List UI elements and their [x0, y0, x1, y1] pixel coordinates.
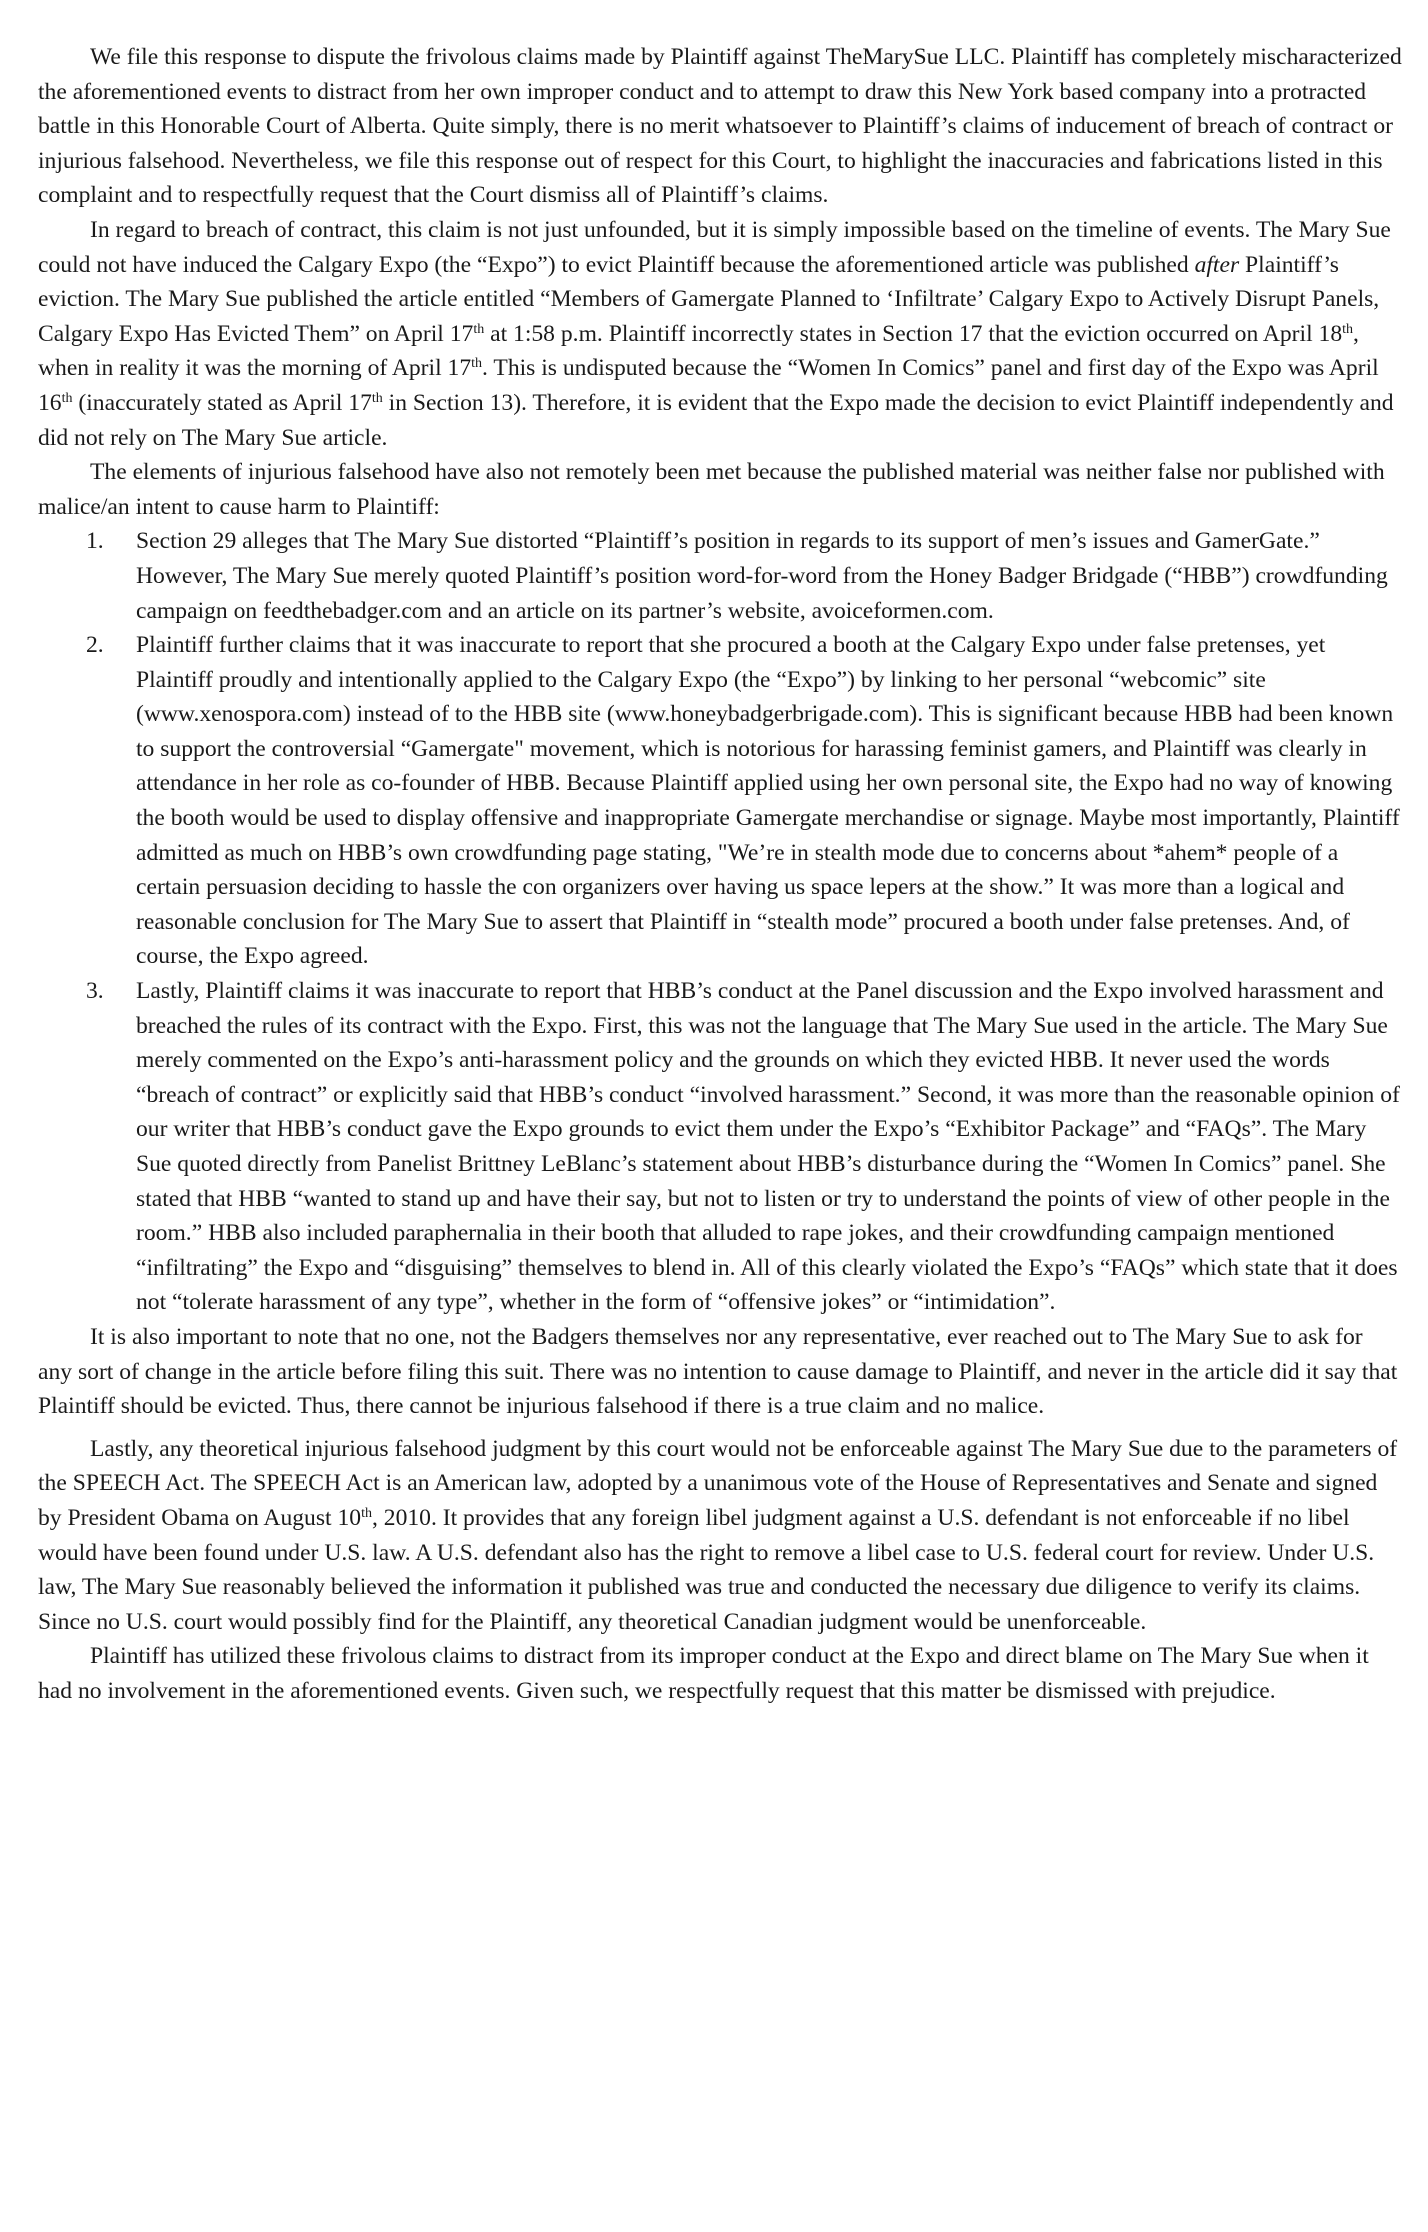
ordinal-suffix: th [471, 356, 483, 372]
breach-text-1: In regard to breach of contract, this claim is not just unfounded, but it is simply impossible based on the timeline of events. The Mary Sue could not have induced the Calgary Expo (the “Expo”) to evict Plaintiff because the aforementioned article was published [38, 216, 1391, 278]
breach-text-2: Plaintiff’s eviction. The Mary Sue published the article entitled “Members of Gamergate Planned to ‘Infiltrate’ Calgary Expo to Actively Disrupt Panels, Calgary Expo Has Evicted Them” on April 17 [38, 251, 1380, 347]
breach-text-7: in Section 13). Therefore, it is evident that the Expo made the decision to evict Plaintiff independently and did not rely on The Mary Sue article. [38, 389, 1394, 451]
claim-item [86, 628, 1402, 974]
breach-emphasis: after [1194, 251, 1240, 278]
breach-text-3: at 1:58 p.m. Plaintiff incorrectly states in Section 17 that the eviction occurred on April 18 [484, 320, 1343, 347]
ordinal-suffix: th [473, 321, 485, 337]
ordinal-suffix: th [61, 390, 73, 406]
breach-text-4: , when in reality it was the morning of April 17 [38, 320, 1359, 382]
claim-text: Section 29 alleges that The Mary Sue distorted “Plaintiff’s position in regards to its support of men’s issues and GamerGate.” However, The Mary Sue merely quoted Plaintiff’s position word-for-word from the Honey Badger Bridgade (“HBB”) crowdfunding campaign on feedthebadger.com and an article on its partner’s website, avoiceformen.com. [136, 528, 1388, 624]
intro-paragraph: We file this response to dispute the frivolous claims made by Plaintiff against TheMarySue LLC. Plaintiff has completely mischaracterized the aforementioned events to distract from her own improper conduct and to attempt to draw this New York based company into a protracted battle in this Honorable Court of Alberta. Quite simply, there is no merit whatsoever to Plaintiff’s claims of inducement of breach of contract or injurious falsehood. Nevertheless, we file this response out of respect for this Court, to highlight the inaccuracies and fabrications listed in this complaint and to respectfully request that the Court dismiss all of Plaintiff’s claims. [38, 44, 1402, 209]
no-contact-paragraph: It is also important to note that no one, not the Badgers themselves nor any representative, ever reached out to The Mary Sue to ask for any sort of change in the article before filing this suit. There was no intention to cause damage to Plaintiff, and never in the article did it say that Plaintiff should be evicted. Thus, there cannot be injurious falsehood if there is a true claim and no malice. [38, 1323, 1398, 1420]
speech-act-paragraph [38, 1432, 1402, 1640]
ordinal-suffix: th [1342, 321, 1354, 337]
claim-item [86, 524, 1402, 628]
conclusion-paragraph: Plaintiff has utilized these frivolous claims to distract from its improper conduct at the Expo and direct blame on The Mary Sue when it had no involvement in the aforementioned events. Given such, we respectfully request that this matter be dismissed with prejudice. [38, 1643, 1369, 1704]
speech-text-1: Lastly, any theoretical injurious falsehood judgment by this court would not be enforceable against The Mary Sue due to the parameters of the SPEECH Act. The SPEECH Act is an American law, adopted by a unanimous vote of the House of Representatives and Senate and signed by President Obama on August 10 [38, 1435, 1398, 1531]
claim-text: Plaintiff further claims that it was inaccurate to report that she procured a booth at the Calgary Expo under false pretenses, yet Plaintiff proudly and intentionally applied to the Calgary Expo (the “Expo”) by linking to her personal “webcomic” site (www.xenospora.com) instead of to the HBB site (www.honeybadgerbrigade.com). This is significant because HBB had been known to support the controversial “Gamergate" movement, which is notorious for harassing feminist gamers, and Plaintiff was clearly in attendance in her role as co-founder of HBB. Because Plaintiff applied using her own personal site, the Expo had no way of knowing the booth would be used to display offensive and inappropriate Gamergate merchandise or signage. Maybe most importantly, Plaintiff admitted as much on HBB’s own crowdfunding page stating, "We’re in stealth mode due to concerns about *ahem* people of a certain persuasion deciding to hassle the con organizers over having us space lepers at the show.” It was more than a logical and reasonable conclusion for The Mary Sue to assert that Plaintiff in “stealth mode” procured a booth under false pretenses. And, of course, the Expo agreed. [136, 632, 1400, 970]
breach-text-6: (inaccurately stated as April 17 [72, 389, 372, 416]
claim-number: 1. [86, 528, 104, 555]
ordinal-suffix: th [361, 1505, 372, 1521]
speech-text-2: , 2010. It provides that any foreign libel judgment against a U.S. defendant is not enforceable if no libel would have been found under U.S. law. A U.S. defendant also has the right to remove a libel case to U.S. federal court for review. Under U.S. law, The Mary Sue reasonably believed the information it published was true and conducted the necessary due diligence to verify its claims. Since no U.S. court would possibly find for the Plaintiff, any theoretical Canadian judgment would be unenforceable. [38, 1504, 1375, 1635]
breach-text-5: . This is undisputed because the “Women In Comics” panel and first day of the Expo was April 16 [38, 355, 1379, 416]
claim-number: 2. [86, 632, 104, 659]
ordinal-suffix: th [371, 390, 383, 406]
claims-list [38, 524, 1402, 1320]
claim-text: Lastly, Plaintiff claims it was inaccurate to report that HBB’s conduct at the Panel discussion and the Expo involved harassment and breached the rules of its contract with the Expo. First, this was not the language that The Mary Sue used in the article. The Mary Sue merely commented on the Expo’s anti-harassment policy and the grounds on which they evicted HBB. It never used the words “breach of contract” or explicitly said that HBB’s conduct “involved harassment.” Second, it was more than the reasonable opinion of our writer that HBB’s conduct gave the Expo grounds to evict them under the Expo’s “Exhibitor Package” and “FAQs”. The Mary Sue quoted directly from Panelist Brittney LeBlanc’s statement about HBB’s disturbance during the “Women In Comics” panel. She stated that HBB “wanted to stand up and have their say, but not to listen or try to understand the points of view of other people in the room.” HBB also included paraphernalia in their booth that alluded to rape jokes, and their crowdfunding campaign mentioned “infiltrating” the Expo and “disguising” themselves to blend in. All of this clearly violated the Expo’s “FAQs” which state that it does not “tolerate harassment of any type”, whether in the form of “offensive jokes” or “intimidation”. [136, 978, 1400, 1316]
injurious-falsehood-paragraph: The elements of injurious falsehood have also not remotely been met because the published material was neither false nor published with malice/an intent to cause harm to Plaintiff: [38, 459, 1385, 520]
breach-of-contract-paragraph [38, 213, 1402, 455]
claim-item [86, 974, 1402, 1320]
claim-number: 3. [86, 978, 104, 1005]
